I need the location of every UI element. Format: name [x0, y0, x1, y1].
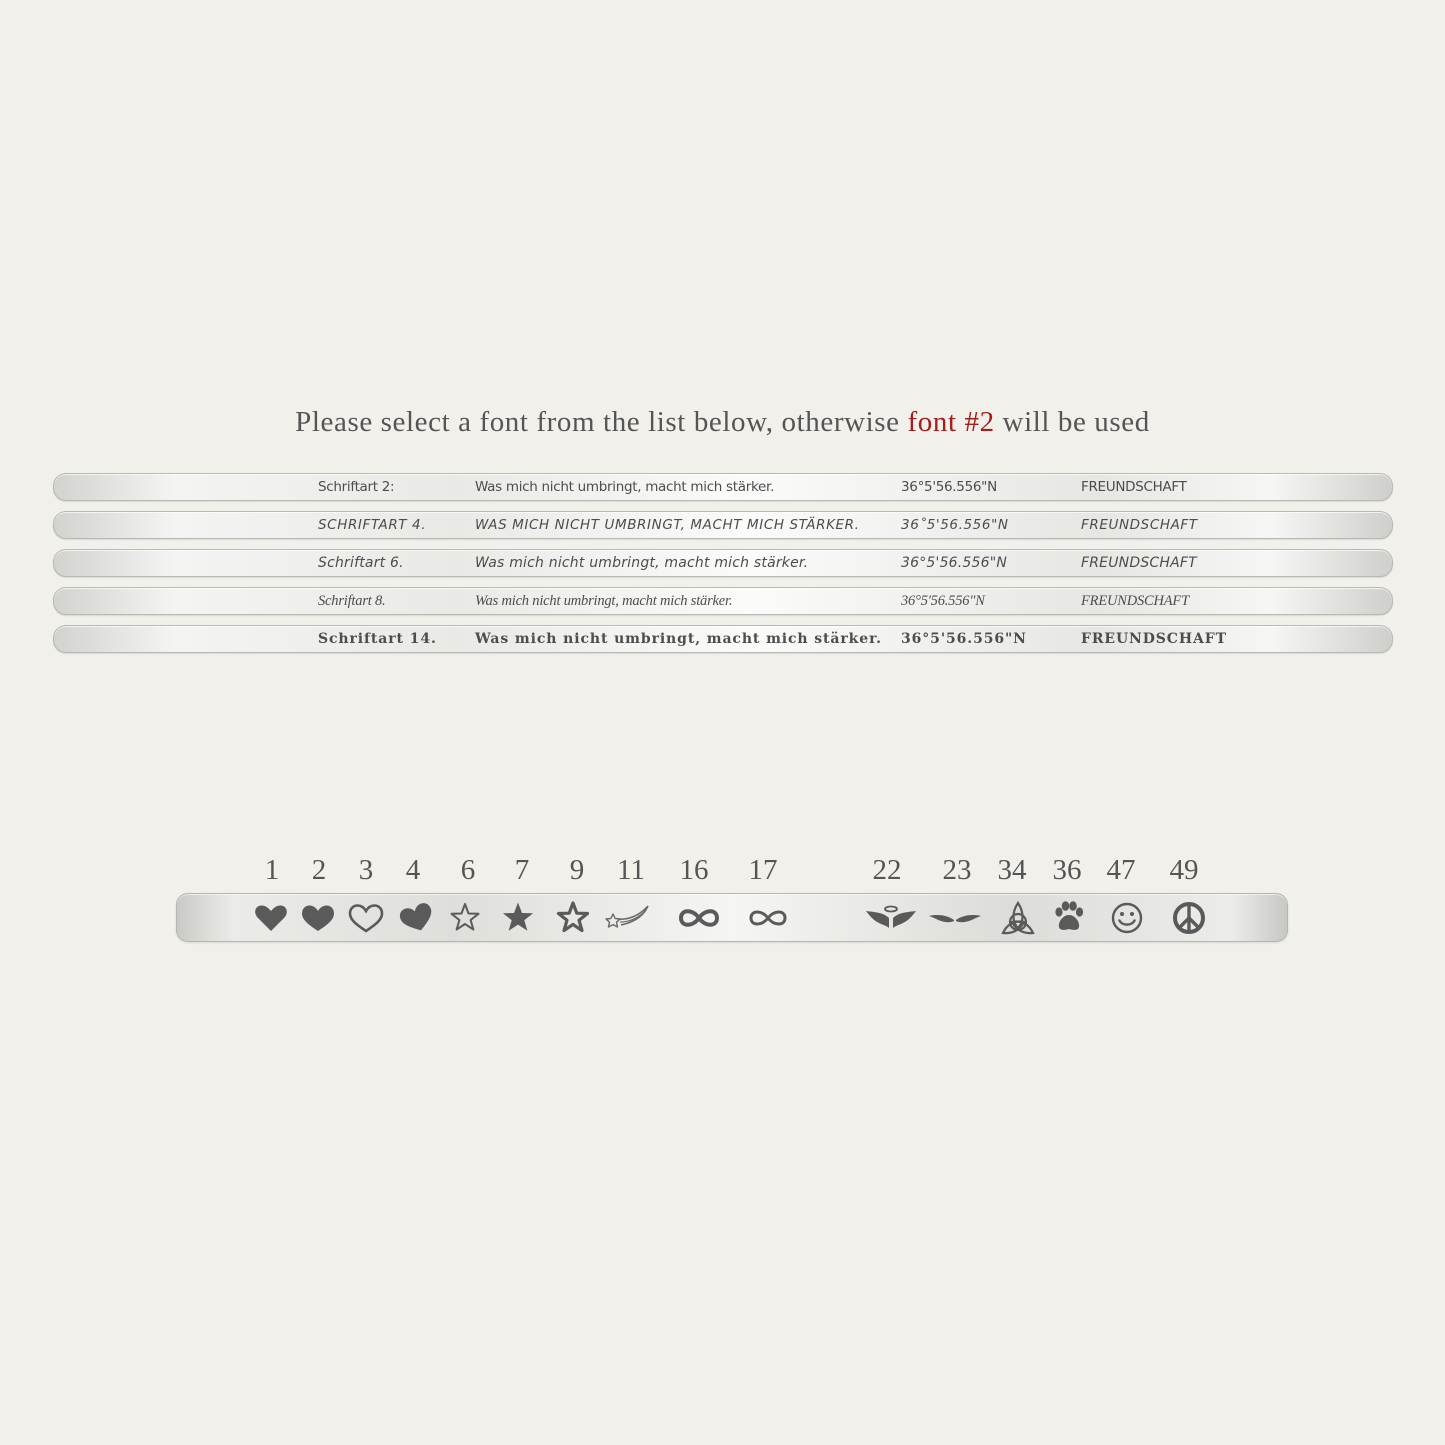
- angel-halo-wings-icon[interactable]: [865, 898, 917, 938]
- heart-solid-icon[interactable]: [292, 898, 344, 938]
- instruction-prefix: Please select a font from the list below, otherwise: [295, 406, 908, 438]
- font-sample-word: FREUNDSCHAFT: [1081, 555, 1197, 571]
- heart-outline-icon[interactable]: [340, 898, 392, 938]
- symbol-number-3: 3: [358, 854, 374, 886]
- font-sample-coordinates: 36˚5'56.556"N: [901, 517, 1009, 533]
- default-font-highlight: font #2: [907, 406, 995, 438]
- symbol-number-36: 36: [1052, 854, 1082, 886]
- font-sample-word: FREUNDSCHAFT: [1081, 517, 1198, 533]
- font-option-2[interactable]: [53, 473, 1393, 501]
- smiley-icon[interactable]: [1101, 898, 1153, 938]
- symbol-number-22: 22: [872, 854, 902, 886]
- font-sample-phrase: Was mich nicht umbringt, macht mich stärker.: [475, 631, 882, 647]
- font-option-8[interactable]: [53, 587, 1393, 615]
- font-sample-coordinates: 36°5'56.556"N: [901, 555, 1008, 571]
- font-sample-word: FREUNDSCHAFT: [1081, 593, 1189, 609]
- wings-icon[interactable]: [929, 898, 981, 938]
- symbol-number-17: 17: [748, 854, 778, 886]
- font-sample-phrase: WAS MICH NICHT UMBRINGT, MACHT MICH STÄRKER.: [475, 517, 860, 533]
- font-sample-phrase: Was mich nicht umbringt, macht mich stärker.: [475, 593, 733, 609]
- triquetra-icon[interactable]: [992, 898, 1044, 938]
- font-option-6[interactable]: [53, 549, 1393, 577]
- font-sample-phrase: Was mich nicht umbringt, macht mich stärker.: [475, 555, 809, 571]
- shooting-star-icon[interactable]: [602, 898, 654, 938]
- font-name: Schriftart 2:: [318, 479, 395, 495]
- heart-tilted-icon[interactable]: [391, 898, 443, 938]
- font-sample-phrase: Was mich nicht umbringt, macht mich stärker.: [475, 479, 775, 495]
- instruction-text: [0, 406, 1445, 439]
- heart-solid-icon[interactable]: [245, 898, 297, 938]
- font-sample-word: FREUNDSCHAFT: [1081, 631, 1227, 647]
- symbol-number-6: 6: [460, 854, 476, 886]
- infinity-thin-icon[interactable]: [742, 898, 794, 938]
- symbol-number-11: 11: [617, 854, 645, 886]
- symbol-number-49: 49: [1169, 854, 1199, 886]
- font-sample-word: FREUNDSCHAFT: [1081, 479, 1187, 495]
- symbol-number-47: 47: [1106, 854, 1136, 886]
- symbol-number-4: 4: [405, 854, 421, 886]
- font-name: SCHRIFTART 4.: [318, 517, 427, 533]
- font-sample-coordinates: 36°5'56.556"N: [901, 631, 1027, 647]
- infinity-bold-icon[interactable]: [673, 898, 725, 938]
- star-solid-icon[interactable]: [492, 898, 544, 938]
- font-option-14[interactable]: [53, 625, 1393, 653]
- instruction-suffix: will be used: [994, 406, 1150, 438]
- font-name: Schriftart 14.: [318, 631, 437, 647]
- font-name: Schriftart 8.: [318, 593, 386, 609]
- symbol-number-1: 1: [264, 854, 280, 886]
- symbol-number-9: 9: [569, 854, 585, 886]
- font-sample-coordinates: 36°5'56.556"N: [901, 593, 985, 609]
- symbol-number-2: 2: [311, 854, 327, 886]
- star-outline-icon[interactable]: [439, 898, 491, 938]
- symbol-number-16: 16: [679, 854, 709, 886]
- star-rounded-outline-icon[interactable]: [547, 898, 599, 938]
- symbol-number-34: 34: [997, 854, 1027, 886]
- font-sample-coordinates: 36°5'56.556"N: [901, 479, 997, 495]
- font-name: Schriftart 6.: [318, 555, 404, 571]
- paw-icon[interactable]: [1043, 898, 1095, 938]
- font-option-4[interactable]: [53, 511, 1393, 539]
- peace-icon[interactable]: [1163, 898, 1215, 938]
- symbol-number-23: 23: [942, 854, 972, 886]
- symbol-number-7: 7: [514, 854, 530, 886]
